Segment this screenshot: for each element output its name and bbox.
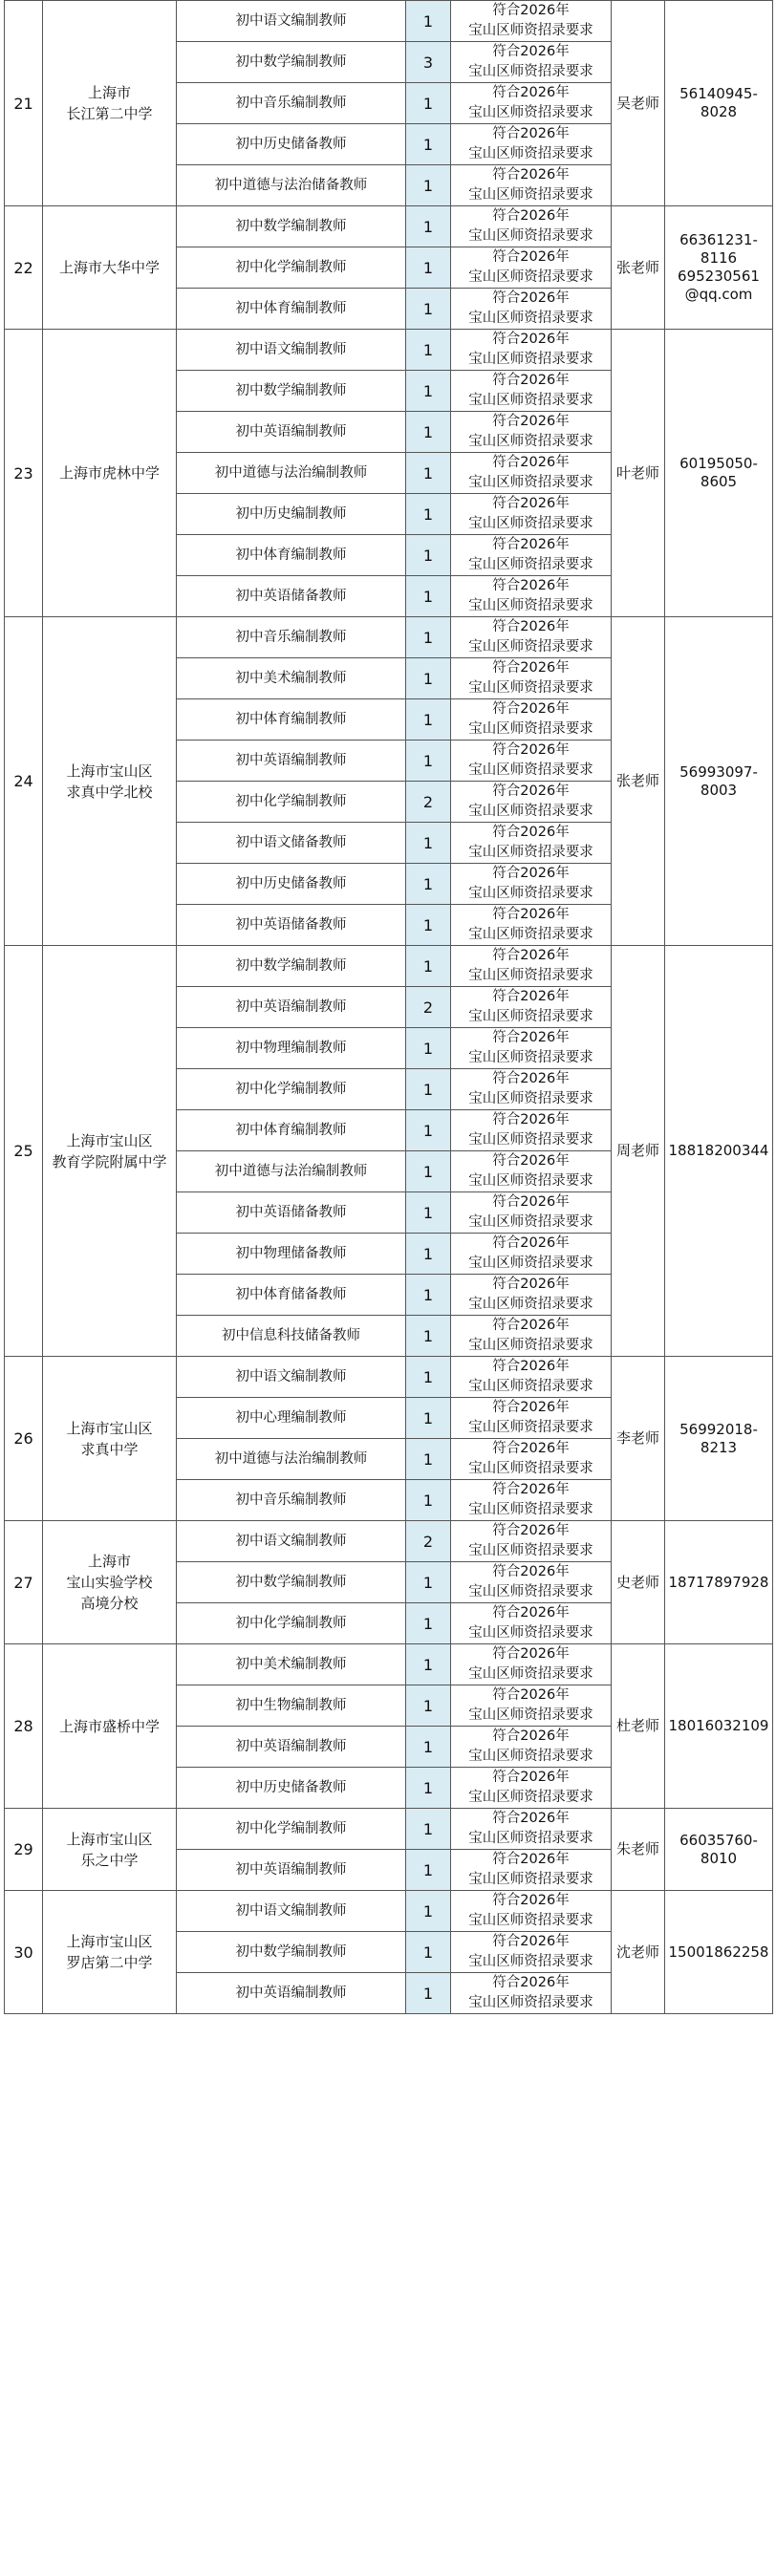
- requirement-cell: [451, 1727, 612, 1768]
- position-count: 1: [406, 1398, 451, 1439]
- requirement-cell: [451, 494, 612, 535]
- position-count: 1: [406, 1850, 451, 1891]
- school-number: 30: [5, 1891, 43, 2014]
- position-title: 初中历史储备教师: [177, 864, 406, 905]
- school-number: 28: [5, 1644, 43, 1809]
- position-count: 1: [406, 576, 451, 617]
- position-title: 初中英语编制教师: [177, 1727, 406, 1768]
- requirement-line: 宝山区师资招录要求: [468, 680, 593, 696]
- requirement-line: 宝山区师资招录要求: [468, 1132, 593, 1148]
- position-count: 1: [406, 1809, 451, 1850]
- position-title: 初中语文编制教师: [177, 1521, 406, 1562]
- requirement-line: 宝山区师资招录要求: [468, 1297, 593, 1312]
- position-count: 1: [406, 699, 451, 741]
- requirement-cell: [451, 1480, 612, 1521]
- requirement-line: 符合2026年: [492, 1359, 570, 1374]
- position-title: 初中语文编制教师: [177, 1, 406, 42]
- requirement-line: 宝山区师资招录要求: [468, 968, 593, 983]
- requirement-line: 符合2026年: [492, 989, 570, 1004]
- position-title: 初中数学编制教师: [177, 1932, 406, 1973]
- requirement-line: 宝山区师资招录要求: [468, 1995, 593, 2010]
- requirement-line: 宝山区师资招录要求: [468, 1461, 593, 1476]
- requirement-line: 宝山区师资招录要求: [468, 23, 593, 38]
- requirement-cell: [451, 987, 612, 1028]
- school-name: 上海市虎林中学: [43, 330, 177, 617]
- position-count: 1: [406, 1439, 451, 1480]
- requirement-cell: [451, 699, 612, 741]
- requirement-line: 符合2026年: [492, 208, 570, 224]
- position-count: 1: [406, 124, 451, 165]
- requirement-line: 符合2026年: [492, 1441, 570, 1456]
- contact-phone: 15001862258: [665, 1891, 773, 2014]
- position-count: 1: [406, 1603, 451, 1644]
- requirement-line: 宝山区师资招录要求: [468, 516, 593, 531]
- position-title: 初中语文储备教师: [177, 823, 406, 864]
- requirement-cell: [451, 289, 612, 330]
- position-title: 初中英语储备教师: [177, 1192, 406, 1234]
- position-title: 初中化学编制教师: [177, 247, 406, 289]
- requirement-line: 符合2026年: [492, 1811, 570, 1826]
- requirement-cell: [451, 1028, 612, 1069]
- requirement-line: 符合2026年: [492, 660, 570, 676]
- requirement-cell: [451, 412, 612, 453]
- requirement-line: 宝山区师资招录要求: [468, 475, 593, 490]
- position-title: 初中化学编制教师: [177, 782, 406, 823]
- position-count: 1: [406, 1727, 451, 1768]
- requirement-line: 宝山区师资招录要求: [468, 1584, 593, 1599]
- contact-phone: 56993097-8003: [665, 617, 773, 946]
- requirement-line: 符合2026年: [492, 537, 570, 552]
- table-body: [5, 1, 773, 2014]
- position-count: 1: [406, 1192, 451, 1234]
- position-count: 1: [406, 412, 451, 453]
- requirement-cell: [451, 1891, 612, 1932]
- requirement-cell: [451, 165, 612, 206]
- table-row: [5, 1809, 773, 1850]
- requirement-line: 宝山区师资招录要求: [468, 1338, 593, 1353]
- requirement-line: 宝山区师资招录要求: [468, 598, 593, 613]
- requirement-line: 符合2026年: [492, 1482, 570, 1497]
- requirement-line: 符合2026年: [492, 1975, 570, 1990]
- requirement-line: 宝山区师资招录要求: [468, 927, 593, 942]
- position-count: 1: [406, 823, 451, 864]
- requirement-line: 符合2026年: [492, 249, 570, 265]
- requirement-cell: [451, 658, 612, 699]
- requirement-cell: [451, 617, 612, 658]
- position-count: 1: [406, 741, 451, 782]
- contact-person: 史老师: [612, 1521, 665, 1644]
- requirement-line: 宝山区师资招录要求: [468, 393, 593, 408]
- requirement-line: 符合2026年: [492, 1687, 570, 1703]
- position-count: 2: [406, 1521, 451, 1562]
- requirement-cell: [451, 247, 612, 289]
- position-count: 1: [406, 535, 451, 576]
- requirement-cell: [451, 1973, 612, 2014]
- position-title: 初中数学编制教师: [177, 1562, 406, 1603]
- requirement-line: 宝山区师资招录要求: [468, 352, 593, 367]
- position-title: 初中化学编制教师: [177, 1069, 406, 1110]
- position-title: 初中道德与法治储备教师: [177, 165, 406, 206]
- requirement-cell: [451, 42, 612, 83]
- contact-person: 张老师: [612, 206, 665, 330]
- requirement-cell: [451, 535, 612, 576]
- school-number: 23: [5, 330, 43, 617]
- requirement-cell: [451, 1809, 612, 1850]
- contact-person: 叶老师: [612, 330, 665, 617]
- contact-person: 杜老师: [612, 1644, 665, 1809]
- requirement-cell: [451, 1069, 612, 1110]
- position-count: 1: [406, 658, 451, 699]
- position-count: 1: [406, 330, 451, 371]
- contact-phone: 56992018-8213: [665, 1357, 773, 1521]
- requirement-line: 宝山区师资招录要求: [468, 1954, 593, 1969]
- requirement-line: 符合2026年: [492, 1400, 570, 1415]
- requirement-line: 符合2026年: [492, 126, 570, 141]
- requirement-cell: [451, 1521, 612, 1562]
- school-name: 上海市盛桥中学: [43, 1644, 177, 1809]
- requirement-line: 符合2026年: [492, 373, 570, 388]
- requirement-line: 符合2026年: [492, 1523, 570, 1538]
- position-count: 1: [406, 1234, 451, 1275]
- requirement-cell: [451, 576, 612, 617]
- requirement-cell: [451, 1685, 612, 1727]
- position-count: 1: [406, 905, 451, 946]
- position-title: 初中物理编制教师: [177, 1028, 406, 1069]
- requirement-line: 宝山区师资招录要求: [468, 762, 593, 778]
- requirement-line: 符合2026年: [492, 455, 570, 470]
- requirement-cell: [451, 1850, 612, 1891]
- position-title: 初中音乐编制教师: [177, 617, 406, 658]
- requirement-line: 符合2026年: [492, 948, 570, 963]
- requirement-line: 符合2026年: [492, 1318, 570, 1333]
- position-title: 初中美术编制教师: [177, 658, 406, 699]
- requirement-line: 宝山区师资招录要求: [468, 1831, 593, 1846]
- position-title: 初中道德与法治编制教师: [177, 1151, 406, 1192]
- position-title: 初中历史储备教师: [177, 124, 406, 165]
- contact-phone: 60195050-8605: [665, 330, 773, 617]
- table-row: [5, 1644, 773, 1685]
- school-number: 24: [5, 617, 43, 946]
- table-row: [5, 1357, 773, 1398]
- position-title: 初中数学编制教师: [177, 206, 406, 247]
- position-count: 1: [406, 1480, 451, 1521]
- requirement-line: 宝山区师资招录要求: [468, 1173, 593, 1189]
- requirement-line: 符合2026年: [492, 85, 570, 100]
- school-number: 27: [5, 1521, 43, 1644]
- position-count: 1: [406, 1357, 451, 1398]
- recruitment-table: [4, 0, 773, 2014]
- position-title: 初中体育储备教师: [177, 1275, 406, 1316]
- requirement-line: 符合2026年: [492, 1564, 570, 1579]
- requirement-cell: [451, 124, 612, 165]
- requirement-line: 符合2026年: [492, 167, 570, 182]
- position-count: 1: [406, 247, 451, 289]
- contact-person: 周老师: [612, 946, 665, 1357]
- requirement-line: 符合2026年: [492, 414, 570, 429]
- contact-phone: 18016032109: [665, 1644, 773, 1809]
- requirement-cell: [451, 1192, 612, 1234]
- requirement-cell: [451, 1110, 612, 1151]
- requirement-line: 符合2026年: [492, 1934, 570, 1949]
- position-title: 初中语文编制教师: [177, 1891, 406, 1932]
- requirement-line: 符合2026年: [492, 784, 570, 799]
- requirement-line: 宝山区师资招录要求: [468, 1379, 593, 1394]
- school-name: 上海市宝山区 教育学院附属中学: [43, 946, 177, 1357]
- school-name: 上海市 宝山实验学校 高境分校: [43, 1521, 177, 1644]
- requirement-line: 符合2026年: [492, 866, 570, 881]
- position-title: 初中英语编制教师: [177, 412, 406, 453]
- requirement-cell: [451, 1234, 612, 1275]
- position-title: 初中体育编制教师: [177, 1110, 406, 1151]
- position-title: 初中音乐编制教师: [177, 1480, 406, 1521]
- requirement-line: 符合2026年: [492, 578, 570, 593]
- requirement-line: 宝山区师资招录要求: [468, 434, 593, 449]
- requirement-line: 符合2026年: [492, 44, 570, 59]
- requirement-cell: [451, 905, 612, 946]
- requirement-line: 符合2026年: [492, 907, 570, 922]
- position-count: 1: [406, 1110, 451, 1151]
- position-count: 1: [406, 1151, 451, 1192]
- requirement-line: 宝山区师资招录要求: [468, 1707, 593, 1723]
- position-count: 1: [406, 289, 451, 330]
- position-title: 初中心理编制教师: [177, 1398, 406, 1439]
- position-count: 3: [406, 42, 451, 83]
- contact-phone: 18717897928: [665, 1521, 773, 1644]
- table-row: [5, 946, 773, 987]
- position-title: 初中语文编制教师: [177, 1357, 406, 1398]
- position-title: 初中英语编制教师: [177, 1973, 406, 2014]
- contact-person: 李老师: [612, 1357, 665, 1521]
- position-title: 初中音乐编制教师: [177, 83, 406, 124]
- requirement-line: 符合2026年: [492, 1728, 570, 1744]
- position-title: 初中英语储备教师: [177, 905, 406, 946]
- school-name: 上海市宝山区 求真中学北校: [43, 617, 177, 946]
- requirement-cell: [451, 1, 612, 42]
- requirement-cell: [451, 741, 612, 782]
- contact-phone: 56140945-8028: [665, 1, 773, 206]
- position-title: 初中道德与法治编制教师: [177, 453, 406, 494]
- requirement-line: 宝山区师资招录要求: [468, 557, 593, 572]
- position-title: 初中体育编制教师: [177, 289, 406, 330]
- contact-person: 朱老师: [612, 1809, 665, 1891]
- position-count: 1: [406, 494, 451, 535]
- requirement-line: 宝山区师资招录要求: [468, 721, 593, 737]
- requirement-line: 宝山区师资招录要求: [468, 886, 593, 901]
- position-count: 2: [406, 782, 451, 823]
- requirement-cell: [451, 782, 612, 823]
- requirement-line: 符合2026年: [492, 1235, 570, 1251]
- table-row: [5, 1521, 773, 1562]
- requirement-line: 宝山区师资招录要求: [468, 269, 593, 285]
- position-count: 2: [406, 987, 451, 1028]
- school-number: 29: [5, 1809, 43, 1891]
- position-title: 初中道德与法治编制教师: [177, 1439, 406, 1480]
- position-count: 1: [406, 946, 451, 987]
- requirement-line: 符合2026年: [492, 1605, 570, 1621]
- requirement-line: 宝山区师资招录要求: [468, 1625, 593, 1641]
- requirement-cell: [451, 1357, 612, 1398]
- contact-phone: 66361231-8116 695230561 @qq.com: [665, 206, 773, 330]
- contact-person: 沈老师: [612, 1891, 665, 2014]
- requirement-line: 符合2026年: [492, 1112, 570, 1127]
- position-title: 初中历史储备教师: [177, 1768, 406, 1809]
- position-title: 初中英语储备教师: [177, 576, 406, 617]
- position-title: 初中数学编制教师: [177, 371, 406, 412]
- contact-person: 吴老师: [612, 1, 665, 206]
- requirement-line: 符合2026年: [492, 1770, 570, 1785]
- school-number: 22: [5, 206, 43, 330]
- requirement-line: 宝山区师资招录要求: [468, 845, 593, 860]
- requirement-cell: [451, 1562, 612, 1603]
- requirement-line: 宝山区师资招录要求: [468, 311, 593, 326]
- requirement-line: 宝山区师资招录要求: [468, 187, 593, 203]
- requirement-line: 符合2026年: [492, 1153, 570, 1169]
- position-title: 初中数学编制教师: [177, 42, 406, 83]
- requirement-cell: [451, 1644, 612, 1685]
- requirement-line: 符合2026年: [492, 290, 570, 306]
- contact-phone: 18818200344: [665, 946, 773, 1357]
- position-count: 1: [406, 1069, 451, 1110]
- position-count: 1: [406, 371, 451, 412]
- requirement-line: 符合2026年: [492, 332, 570, 347]
- requirement-cell: [451, 206, 612, 247]
- position-title: 初中化学编制教师: [177, 1603, 406, 1644]
- requirement-line: 宝山区师资招录要求: [468, 1543, 593, 1558]
- position-count: 1: [406, 165, 451, 206]
- requirement-line: 宝山区师资招录要求: [468, 639, 593, 655]
- requirement-line: 宝山区师资招录要求: [468, 64, 593, 79]
- requirement-line: 宝山区师资招录要求: [468, 1214, 593, 1230]
- requirement-line: 符合2026年: [492, 1893, 570, 1908]
- requirement-line: 宝山区师资招录要求: [468, 1872, 593, 1887]
- requirement-line: 宝山区师资招录要求: [468, 1256, 593, 1271]
- position-title: 初中体育编制教师: [177, 699, 406, 741]
- school-name: 上海市 长江第二中学: [43, 1, 177, 206]
- position-count: 1: [406, 1932, 451, 1973]
- requirement-line: 符合2026年: [492, 1646, 570, 1662]
- position-count: 1: [406, 453, 451, 494]
- school-number: 26: [5, 1357, 43, 1521]
- position-count: 1: [406, 1768, 451, 1809]
- position-count: 1: [406, 1028, 451, 1069]
- requirement-cell: [451, 823, 612, 864]
- school-number: 21: [5, 1, 43, 206]
- requirement-line: 符合2026年: [492, 1071, 570, 1086]
- position-title: 初中美术编制教师: [177, 1644, 406, 1685]
- table-row: [5, 617, 773, 658]
- position-count: 1: [406, 1275, 451, 1316]
- requirement-line: 宝山区师资招录要求: [468, 1666, 593, 1682]
- position-count: 1: [406, 617, 451, 658]
- requirement-cell: [451, 1603, 612, 1644]
- requirement-line: 符合2026年: [492, 1030, 570, 1045]
- position-title: 初中体育编制教师: [177, 535, 406, 576]
- requirement-line: 宝山区师资招录要求: [468, 1420, 593, 1435]
- position-title: 初中化学编制教师: [177, 1809, 406, 1850]
- contact-phone: 66035760-8010: [665, 1809, 773, 1891]
- position-title: 初中物理储备教师: [177, 1234, 406, 1275]
- requirement-cell: [451, 1275, 612, 1316]
- requirement-line: 宝山区师资招录要求: [468, 146, 593, 161]
- requirement-line: 符合2026年: [492, 496, 570, 511]
- requirement-line: 符合2026年: [492, 701, 570, 717]
- requirement-cell: [451, 1398, 612, 1439]
- school-name: 上海市宝山区 乐之中学: [43, 1809, 177, 1891]
- table-row: [5, 330, 773, 371]
- requirement-cell: [451, 83, 612, 124]
- position-count: 1: [406, 83, 451, 124]
- requirement-line: 宝山区师资招录要求: [468, 228, 593, 244]
- requirement-line: 符合2026年: [492, 619, 570, 634]
- position-title: 初中生物编制教师: [177, 1685, 406, 1727]
- requirement-line: 符合2026年: [492, 3, 570, 18]
- position-count: 1: [406, 206, 451, 247]
- requirement-cell: [451, 371, 612, 412]
- contact-person: 张老师: [612, 617, 665, 946]
- requirement-cell: [451, 1439, 612, 1480]
- table-row: [5, 206, 773, 247]
- requirement-line: 宝山区师资招录要求: [468, 1091, 593, 1106]
- school-name: 上海市宝山区 求真中学: [43, 1357, 177, 1521]
- position-count: 1: [406, 1316, 451, 1357]
- position-count: 1: [406, 864, 451, 905]
- requirement-line: 符合2026年: [492, 1194, 570, 1210]
- position-count: 1: [406, 1685, 451, 1727]
- position-count: 1: [406, 1891, 451, 1932]
- requirement-cell: [451, 864, 612, 905]
- position-title: 初中信息科技储备教师: [177, 1316, 406, 1357]
- requirement-cell: [451, 1932, 612, 1973]
- school-name: 上海市宝山区 罗店第二中学: [43, 1891, 177, 2014]
- requirement-cell: [451, 1768, 612, 1809]
- requirement-line: 宝山区师资招录要求: [468, 105, 593, 120]
- requirement-line: 宝山区师资招录要求: [468, 1050, 593, 1065]
- position-title: 初中数学编制教师: [177, 946, 406, 987]
- position-title: 初中英语编制教师: [177, 987, 406, 1028]
- requirement-cell: [451, 330, 612, 371]
- table-row: [5, 1891, 773, 1932]
- requirement-line: 符合2026年: [492, 742, 570, 758]
- requirement-line: 宝山区师资招录要求: [468, 1790, 593, 1805]
- position-count: 1: [406, 1973, 451, 2014]
- table-row: [5, 1, 773, 42]
- requirement-line: 符合2026年: [492, 825, 570, 840]
- requirement-line: 符合2026年: [492, 1852, 570, 1867]
- requirement-cell: [451, 1151, 612, 1192]
- position-count: 1: [406, 1, 451, 42]
- school-number: 25: [5, 946, 43, 1357]
- requirement-line: 宝山区师资招录要求: [468, 1502, 593, 1517]
- position-title: 初中语文编制教师: [177, 330, 406, 371]
- requirement-line: 宝山区师资招录要求: [468, 1749, 593, 1764]
- requirement-line: 符合2026年: [492, 1277, 570, 1292]
- requirement-line: 宝山区师资招录要求: [468, 1913, 593, 1928]
- position-count: 1: [406, 1644, 451, 1685]
- position-title: 初中历史编制教师: [177, 494, 406, 535]
- requirement-cell: [451, 453, 612, 494]
- requirement-cell: [451, 1316, 612, 1357]
- position-title: 初中英语编制教师: [177, 741, 406, 782]
- school-name: 上海市大华中学: [43, 206, 177, 330]
- position-title: 初中英语编制教师: [177, 1850, 406, 1891]
- requirement-line: 宝山区师资招录要求: [468, 1009, 593, 1024]
- position-count: 1: [406, 1562, 451, 1603]
- requirement-line: 宝山区师资招录要求: [468, 804, 593, 819]
- requirement-cell: [451, 946, 612, 987]
